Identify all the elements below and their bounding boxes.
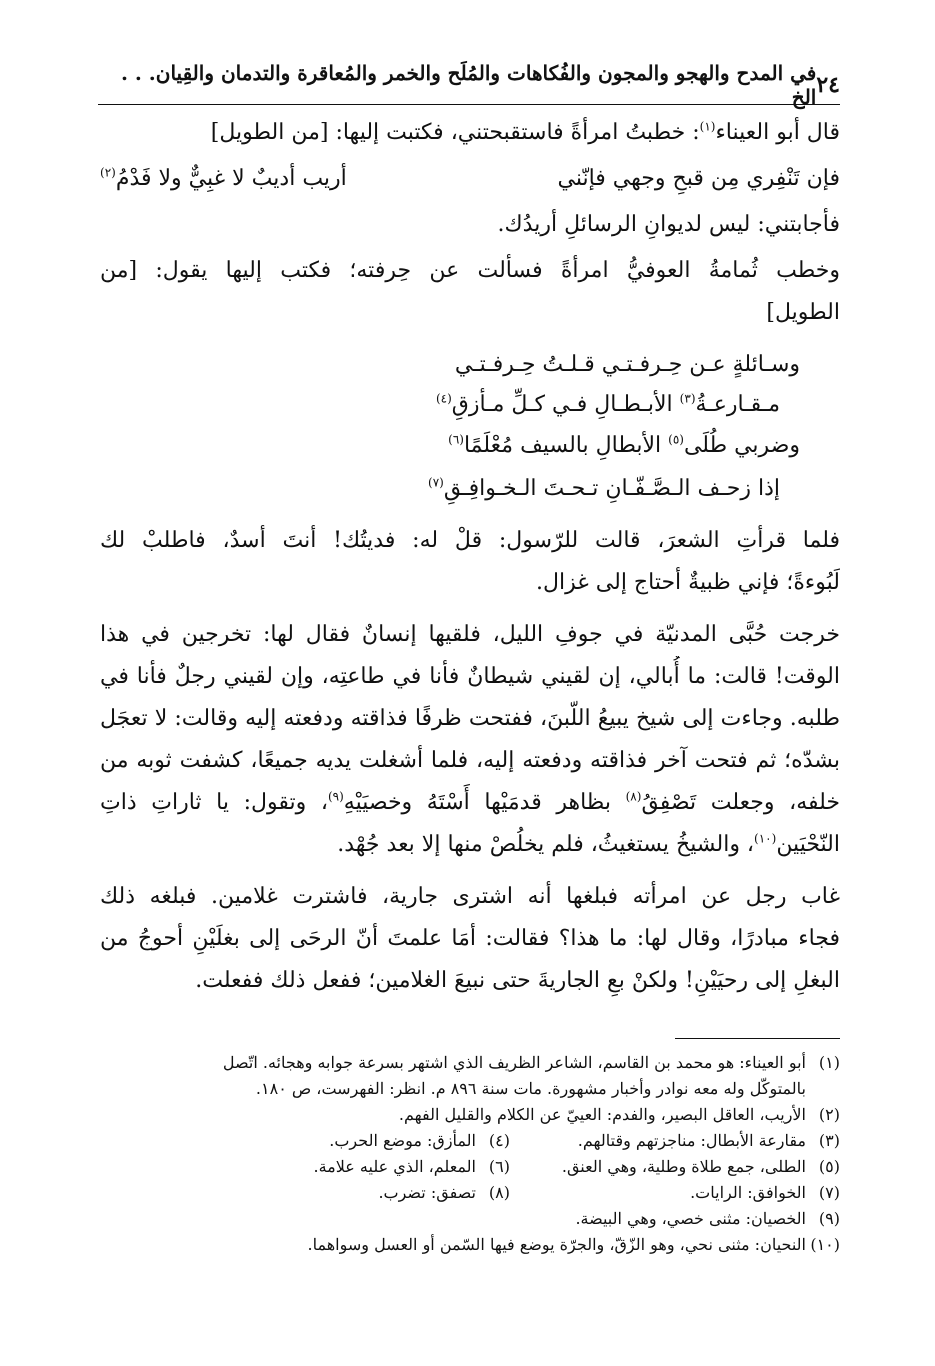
footnote-7: (٧)الخوافق: الرايات. — [690, 1183, 840, 1202]
footnote-5: (٥)الطلى، جمع طلاة وطلية، وهي العنق. — [561, 1157, 840, 1176]
paragraph-6-line-3: البغلِ إلى رحيَيْنِ! ولكنْ بعِ الجاريةَ حتى نبيعَ الغلامين؛ ففعل ذلك ففعلت. — [195, 968, 840, 993]
paragraph-3-line-2: الطويل] — [766, 300, 840, 325]
paragraph-2: فأجابتني: ليس لديوانِ الرسائلِ أريدُك. — [497, 212, 840, 237]
footnote-ref: (٥) — [668, 432, 684, 447]
footnote-ref: (١) — [699, 119, 716, 134]
poem-line-4: إذا زحـف الـصَّـفّـانِ تـحـتَ الـخـوافِـقِ$^{(٧)}$ — [428, 475, 780, 501]
footnote-divider — [675, 1038, 840, 1039]
footnote-1-cont: بالمتوكّل وله معه نوادر وأخبار مشهورة. مات سنة ٨٩٦ م. انظر: الفهرست، ص ١٨٠. — [255, 1079, 806, 1098]
footnote-10: (١٠)النحيان: مثنى نحي، وهو الزّقّ، والجرّة يوضع فيها السّمن أو العسل وسواهما. — [307, 1235, 840, 1254]
footnote-ref: (١٠) — [754, 831, 777, 846]
page-header — [98, 61, 840, 109]
paragraph-4-line-2: لَبُوءةً؛ فإني ظبيةٌ أحتاج إلى غزال. — [536, 570, 840, 595]
footnote-6: (٦)المعلم، الذي عليه علامة. — [313, 1157, 510, 1176]
footnote-ref: (٩) — [327, 789, 344, 804]
poem-line-2: مـقـارعـةُ$^{(٣)}$ الأبـطـالِ فـي كـلِّ مـأزقِ$^{(٤)}$ — [435, 391, 780, 417]
verse-hemistich-1: فإن تَنْفِري مِن قبحِ وجهي فإنّني — [557, 166, 840, 191]
paragraph-5-line-6: النّحْيَين$^{(١٠)}$، والشيخُ يستغيثُ، فلم يخلُصْ منها إلا بعد جُهْد. — [337, 831, 840, 857]
paragraph-6-line-2: فجاء مبادرًا، وقال لها: ما هذا؟ فقالت: أمَا علمتَ أنّ الرحَى إلى بغلَيْنِ أحوجُ من — [100, 926, 840, 951]
verse-1 — [100, 158, 840, 200]
footnotes-7-8 — [95, 1180, 840, 1206]
footnote-ref: (٣) — [679, 391, 696, 406]
footnote-ref: (٨) — [625, 789, 642, 804]
footnote-2: (٢)الأريب، العاقل البصير، والفدم: العييّ عن الكلام والقليل الفهم. — [398, 1105, 840, 1124]
footnote-3: (٣)مقارعة الأبطال: مناجزتهم وقتالهم. — [577, 1131, 840, 1150]
poem-line-3: وضربي طُلَى$^{(٥)}$ الأبطالِ بالسيف مُعْلَمًا$^{(٦)}$ — [448, 432, 800, 458]
main-text — [100, 112, 840, 1002]
footnote-ref: (٧) — [428, 475, 444, 490]
footnote-ref: (٢) — [100, 165, 116, 180]
footnote-8: (٨)تصفق: تضرب. — [378, 1183, 510, 1202]
footnote-ref: (٦) — [448, 432, 464, 447]
footnote-ref: (٤) — [435, 391, 452, 406]
paragraph-5-line-4: بشدّه؛ ثم فتحت آخر فذاقته ودفعته إليه، فلما أشغلت يديه جميعًا، كشفت ثوبه من — [100, 748, 840, 773]
paragraph-5-line-5: خلفه، وجعلت تَصْفِقُ$^{(٨)}$ بظاهر قدمَيْها أَسْتَهُ وخصيَيْهِ$^{(٩)}$، وتقول: يا ثاراتِ ذاتِ — [100, 789, 840, 815]
paragraph-5-line-2: الوقت! قالت: ما أُبالي، إن لقيني شيطانٌ فأنا في طاعتِه، وإن لقيني رجلٌ فأنا في — [100, 664, 840, 689]
footnotes-5-6 — [95, 1154, 840, 1180]
paragraph-1: قال أبو العيناء$^{(١)}$: خطبتُ امرأةً فاستقبحتني، فكتبت إليها: [من الطويل] — [210, 119, 840, 145]
running-title: في المدح والهجو والمجون والفُكاهات والمُلَح والخمر والمُعاقرة والتدمان والقِيان. . . الخ — [120, 61, 817, 109]
paragraph-4-line-1: فلما قرأتِ الشعرَ، قالت للرّسول: قلْ له: فديتُك! أنتَ أسدٌ، فاطلبْ لك — [100, 528, 840, 553]
footnotes — [95, 1050, 840, 1258]
footnote-1: (١)أبو العيناء: هو محمد بن القاسم، الشاعر الظريف الذي اشتهر بسرعة جوابه وهجائه. اتّصل — [222, 1053, 840, 1072]
paragraph-3-line-1: وخطب ثُمامةُ العوفيُّ امرأةً فسألت عن حِرفته؛ فكتب إليها يقول: [من — [100, 258, 840, 283]
footnote-4: (٤)المأزق: موضع الحرب. — [329, 1131, 510, 1150]
footnote-9: (٩)الخصيان: مثنى خصي، وهي البيضة. — [575, 1209, 840, 1228]
paragraph-6-line-1: غاب رجل عن امرأته فبلغها أنه اشترى جارية، فاشترت غلامين. فبلغه ذلك — [100, 884, 840, 909]
footnotes-3-4 — [95, 1128, 840, 1154]
verse-hemistich-2: أريب أديبٌ لا غبِيٌّ ولا فَدْمُ$^{(٢)}$ — [100, 165, 347, 191]
paragraph-5-line-3: طلبه. وجاءت إلى شيخ يبيعُ اللّبنَ، ففتحت ظرفًا فذاقته ودفعته إليه وقالت: لا تعجَل — [100, 706, 840, 731]
paragraph-5-line-1: خرجت حُبَّى المدنيّة في جوفِ الليل، فلقيها إنسانٌ فقال لها: تخرجين في هذا — [100, 622, 840, 647]
poem-line-1: وسـائلةٍ عـن حِـرفـتـي قـلـتُ حِـرفـتـي — [454, 352, 800, 377]
page-number: ٢٤ — [816, 72, 840, 98]
